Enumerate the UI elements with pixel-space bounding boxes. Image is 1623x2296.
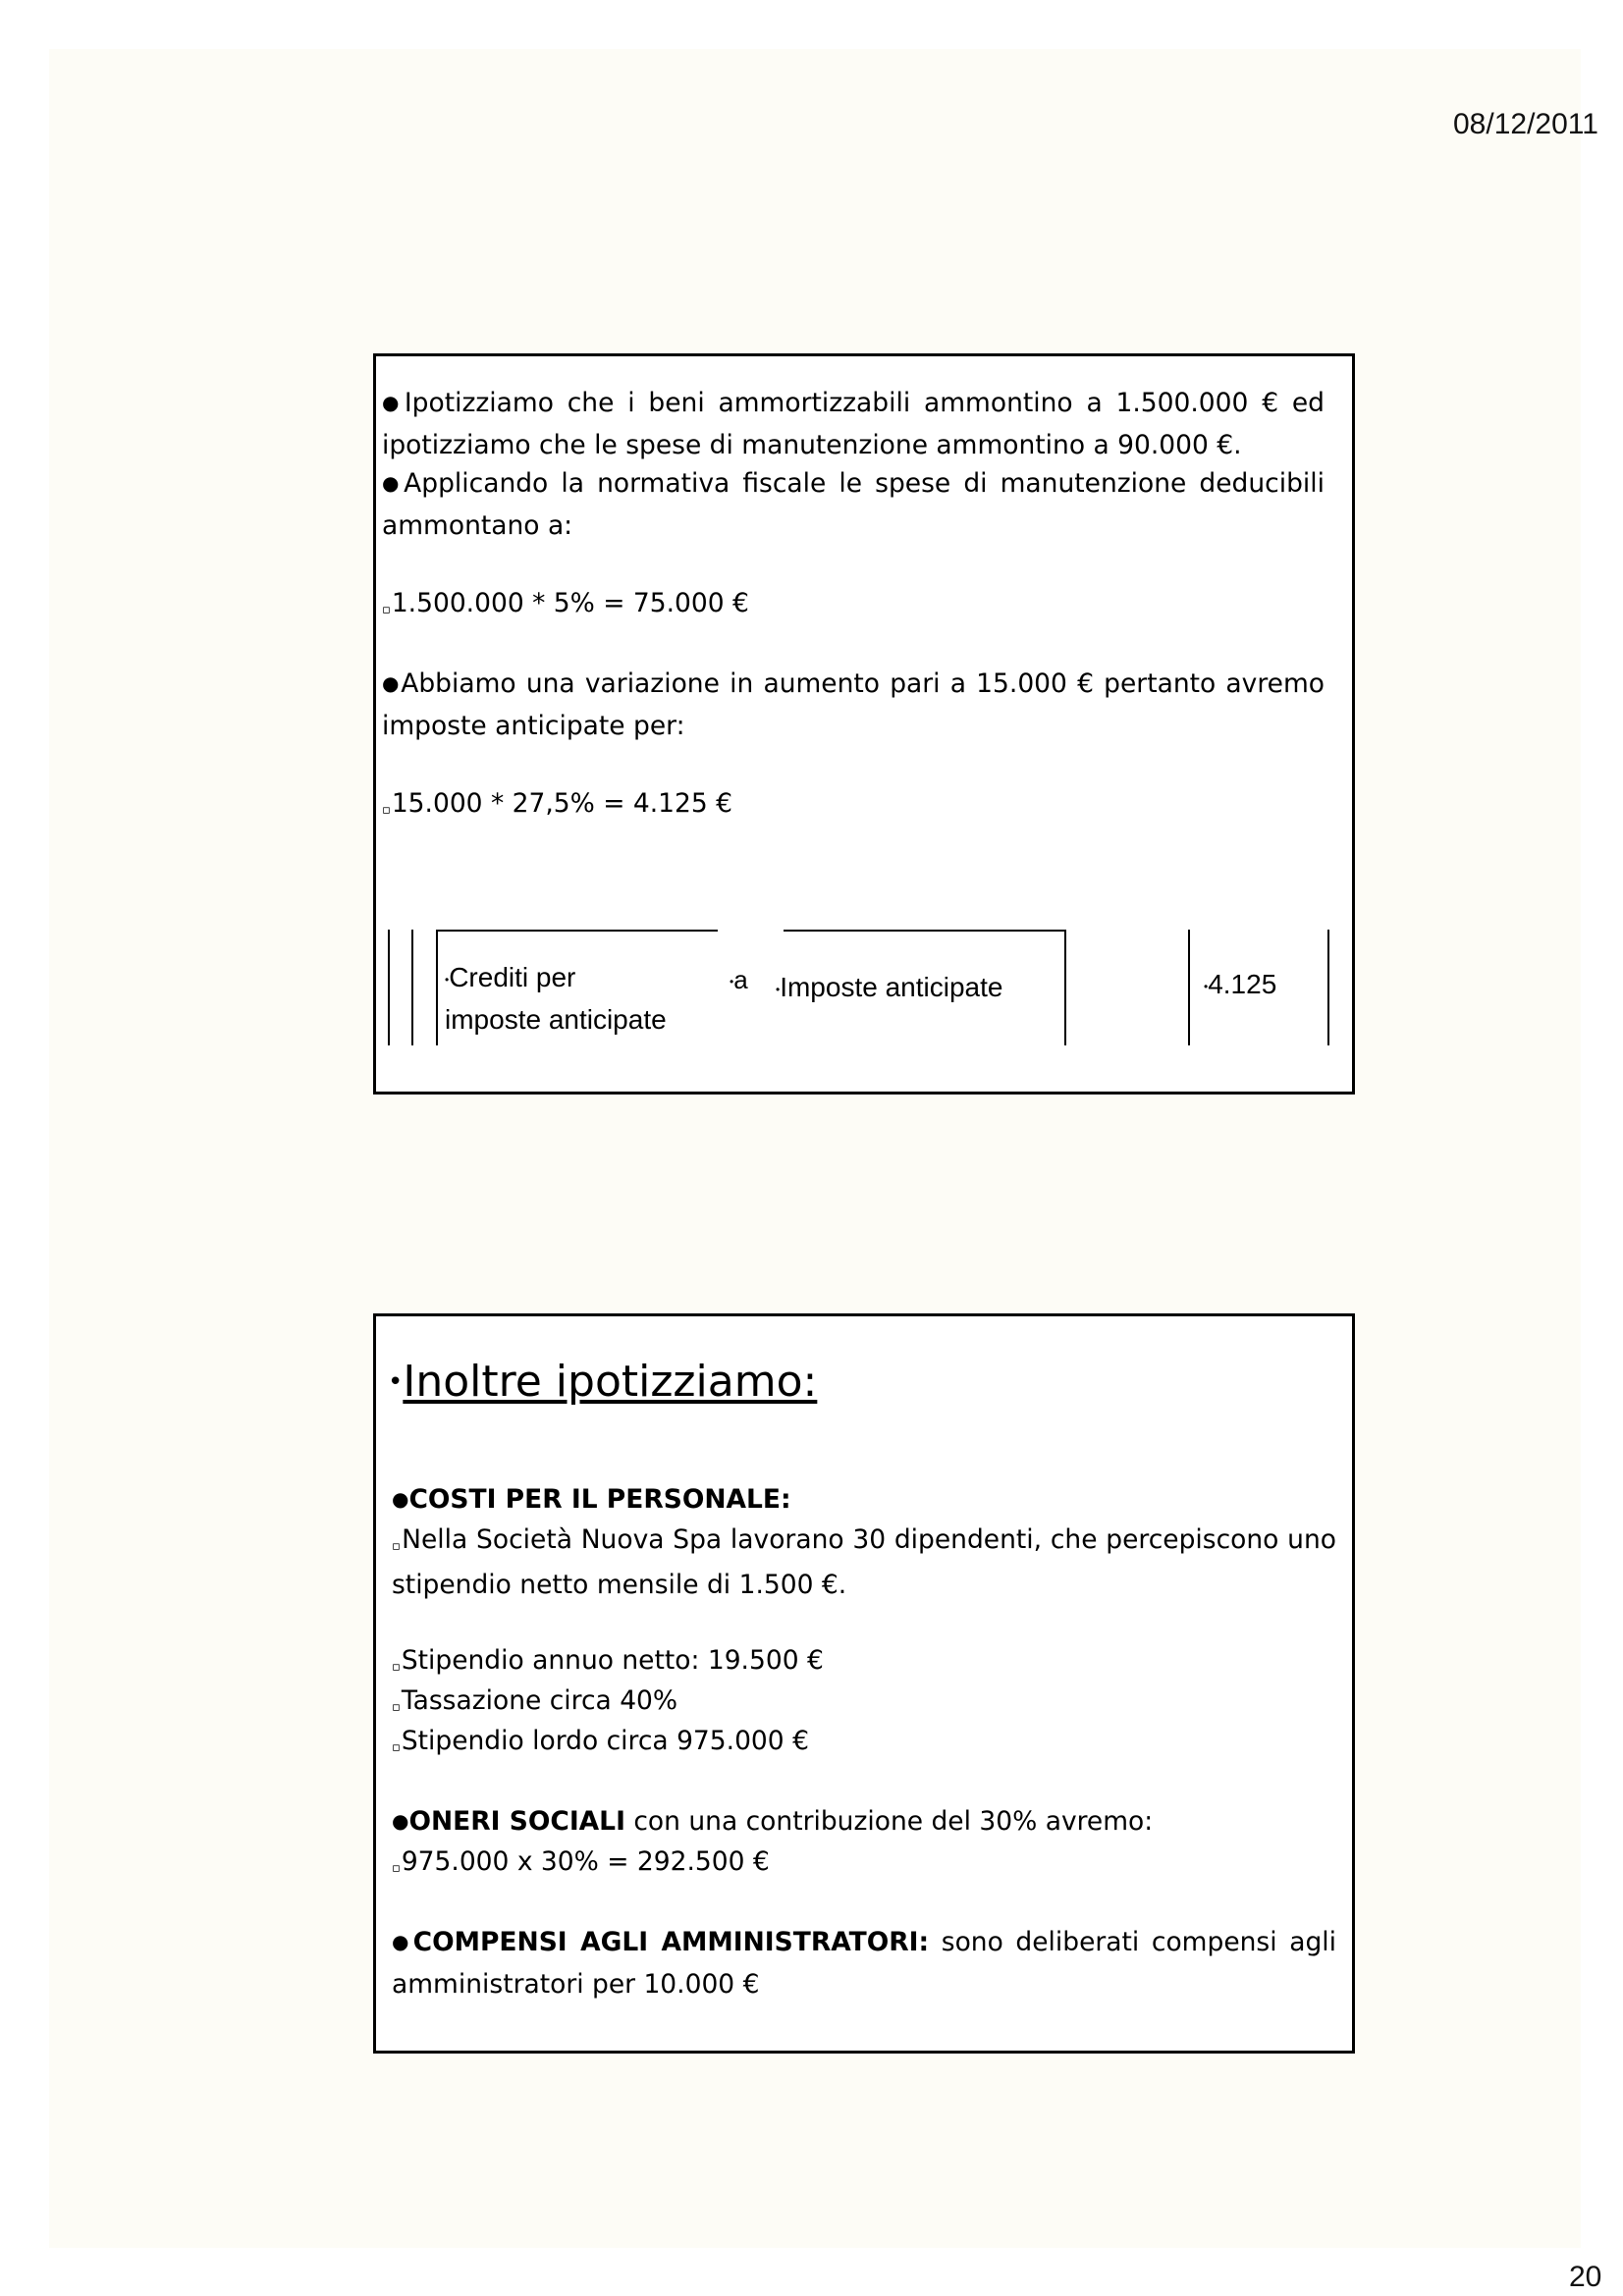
ledger-rule <box>1327 930 1329 1045</box>
personale-item-3: ▫Stipendio lordo circa 975.000 € <box>392 1726 809 1756</box>
slide1-calc-1: ▫1.500.000 * 5% = 75.000 € <box>382 588 749 618</box>
sub-bullet-icon: ▫ <box>392 1660 401 1675</box>
personale-item-1: ▫Stipendio annuo netto: 19.500 € <box>392 1645 824 1676</box>
oneri-calc: ▫975.000 x 30% = 292.500 € <box>392 1846 770 1877</box>
slide1-bullet-1: ●Ipotizziamo che i beni ammortizzabili ammontino a 1.500.000 € ed ipotizziamo che le spese di manutenzione ammontino a 90.000 €. <box>382 388 1325 460</box>
oneri-sociali: ●ONERI SOCIALI con una contribuzione del 30% avremo: <box>392 1806 1154 1837</box>
personale-heading: ●COSTI PER IL PERSONALE: <box>392 1484 791 1515</box>
slide2-title: •Inoltre ipotizziamo: <box>388 1357 818 1407</box>
sub-bullet-icon: ▫ <box>392 1740 401 1755</box>
slide-1 <box>373 353 1355 1095</box>
bullet-icon: ● <box>382 671 402 695</box>
slide1-calc-2: ▫15.000 * 27,5% = 4.125 € <box>382 788 733 819</box>
ledger-rule <box>1188 930 1190 1045</box>
sub-bullet-icon: ▫ <box>392 1539 402 1554</box>
ledger-rule <box>411 930 413 1045</box>
page-number: 20 <box>1569 2261 1602 2293</box>
slide-2 <box>373 1313 1355 2054</box>
entry-debit-account: •Crediti per imposte anticipate <box>445 962 667 1035</box>
personale-item-2: ▫Tassazione circa 40% <box>392 1685 678 1716</box>
entry-credit-account: •Imposte anticipate <box>776 972 1003 1002</box>
personale-text: ▫Nella Società Nuova Spa lavorano 30 dipendenti, che percepiscono uno stipendio netto mensile di 1.500 €. <box>392 1524 1336 1600</box>
bullet-icon: ● <box>392 1930 413 1953</box>
bullet-icon: ● <box>382 471 405 495</box>
ledger-rule <box>784 930 1066 932</box>
slide1-bullet-3: ●Abbiamo una variazione in aumento pari a 15.000 € pertanto avremo imposte anticipate per: <box>382 668 1325 741</box>
entry-amount: •4.125 <box>1204 969 1277 999</box>
ledger-rule <box>1064 930 1066 1045</box>
page <box>49 49 1602 2293</box>
bullet-icon: ● <box>392 1487 409 1511</box>
compensi-amministratori: ●COMPENSI AGLI AMMINISTRATORI: sono deliberati compensi agli amministratori per 10.000 € <box>392 1927 1336 2000</box>
page-date: 08/12/2011 <box>1453 108 1598 140</box>
ledger-rule <box>436 930 438 1045</box>
sub-bullet-icon: ▫ <box>392 1700 401 1715</box>
bullet-icon: ● <box>382 391 405 414</box>
ledger-rule <box>388 930 390 1045</box>
bullet-icon: ● <box>392 1809 409 1833</box>
ledger-rule <box>436 930 718 932</box>
sub-bullet-icon: ▫ <box>392 1861 401 1876</box>
sub-bullet-icon: ▫ <box>382 603 391 617</box>
entry-connector: •a <box>730 965 748 994</box>
sub-bullet-icon: ▫ <box>382 803 391 818</box>
bullet-icon: • <box>388 1367 404 1397</box>
slide1-bullet-2: ●Applicando la normativa fiscale le spese di manutenzione deducibili ammontano a: <box>382 468 1325 541</box>
